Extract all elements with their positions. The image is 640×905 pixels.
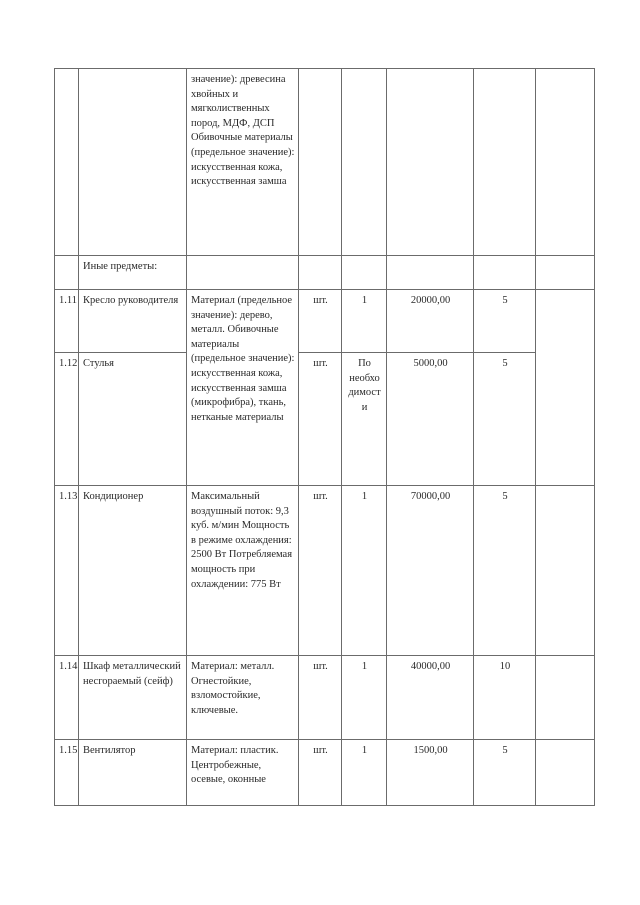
note-cell <box>536 486 595 656</box>
qty-cell <box>342 256 387 290</box>
table-row-1-13 <box>55 486 595 656</box>
table-row-1-12 <box>55 353 595 486</box>
life-cell: 5 <box>474 290 536 353</box>
characteristics-cell: значение): древесина хвойных и мягколиственных пород, МДФ, ДСП Обивочные материалы (предельное значение): искусственная кожа, искусственная замша <box>187 69 299 256</box>
unit-cell <box>299 256 342 290</box>
item-name: Кресло руководителя <box>79 290 187 353</box>
characteristics-cell: Максимальный воздушный поток: 9,3 куб. м/мин Мощность в режиме охлаждения: 2500 Вт Потребляемая мощность при охлаждении: 775 Вт <box>187 486 299 656</box>
table-row-continuation <box>55 69 595 256</box>
life-cell: 10 <box>474 656 536 740</box>
item-name: Кондиционер <box>79 486 187 656</box>
price-cell: 70000,00 <box>387 486 474 656</box>
qty-cell: 1 <box>342 290 387 353</box>
qty-cell: 1 <box>342 656 387 740</box>
specification-table <box>54 68 595 806</box>
characteristics-cell: Материал: пластик. Центробежные, осевые, оконные <box>187 740 299 806</box>
row-number: 1.14 <box>55 656 79 740</box>
row-number: 1.15 <box>55 740 79 806</box>
unit-cell: шт. <box>299 740 342 806</box>
price-cell: 40000,00 <box>387 656 474 740</box>
unit-cell: шт. <box>299 486 342 656</box>
price-cell: 20000,00 <box>387 290 474 353</box>
num-cell <box>55 256 79 290</box>
item-name: Стулья <box>79 353 187 486</box>
note-cell <box>536 69 595 256</box>
num-cell <box>55 69 79 256</box>
qty-cell: 1 <box>342 486 387 656</box>
row-number: 1.13 <box>55 486 79 656</box>
characteristics-cell: Материал: металл. Огнестойкие, взломостойкие, ключевые. <box>187 656 299 740</box>
row-number: 1.12 <box>55 353 79 486</box>
life-cell: 5 <box>474 740 536 806</box>
note-cell <box>536 256 595 290</box>
table-row-1-15 <box>55 740 595 806</box>
price-cell <box>387 256 474 290</box>
unit-cell: шт. <box>299 290 342 353</box>
life-cell: 5 <box>474 353 536 486</box>
price-cell: 1500,00 <box>387 740 474 806</box>
item-name: Шкаф металлический несгораемый (сейф) <box>79 656 187 740</box>
note-cell <box>536 740 595 806</box>
note-cell <box>536 290 595 486</box>
row-number: 1.11 <box>55 290 79 353</box>
table-row-1-14 <box>55 656 595 740</box>
unit-cell <box>299 69 342 256</box>
section-title: Иные предметы: <box>79 256 187 290</box>
unit-cell: шт. <box>299 656 342 740</box>
name-cell <box>79 69 187 256</box>
table-row-section <box>55 256 595 290</box>
life-cell <box>474 256 536 290</box>
characteristics-cell: Материал (предельное значение): дерево, металл. Обивочные материалы (предельное значение): искусственная кожа, искусственная замша (микрофибра), ткань, нетканые материалы <box>187 290 299 486</box>
unit-cell: шт. <box>299 353 342 486</box>
price-cell: 5000,00 <box>387 353 474 486</box>
qty-cell <box>342 69 387 256</box>
item-name: Вентилятор <box>79 740 187 806</box>
note-cell <box>536 656 595 740</box>
characteristics-cell <box>187 256 299 290</box>
life-cell <box>474 69 536 256</box>
qty-cell: По необхо димост и <box>342 353 387 486</box>
life-cell: 5 <box>474 486 536 656</box>
price-cell <box>387 69 474 256</box>
table-row-1-11 <box>55 290 595 353</box>
qty-cell: 1 <box>342 740 387 806</box>
